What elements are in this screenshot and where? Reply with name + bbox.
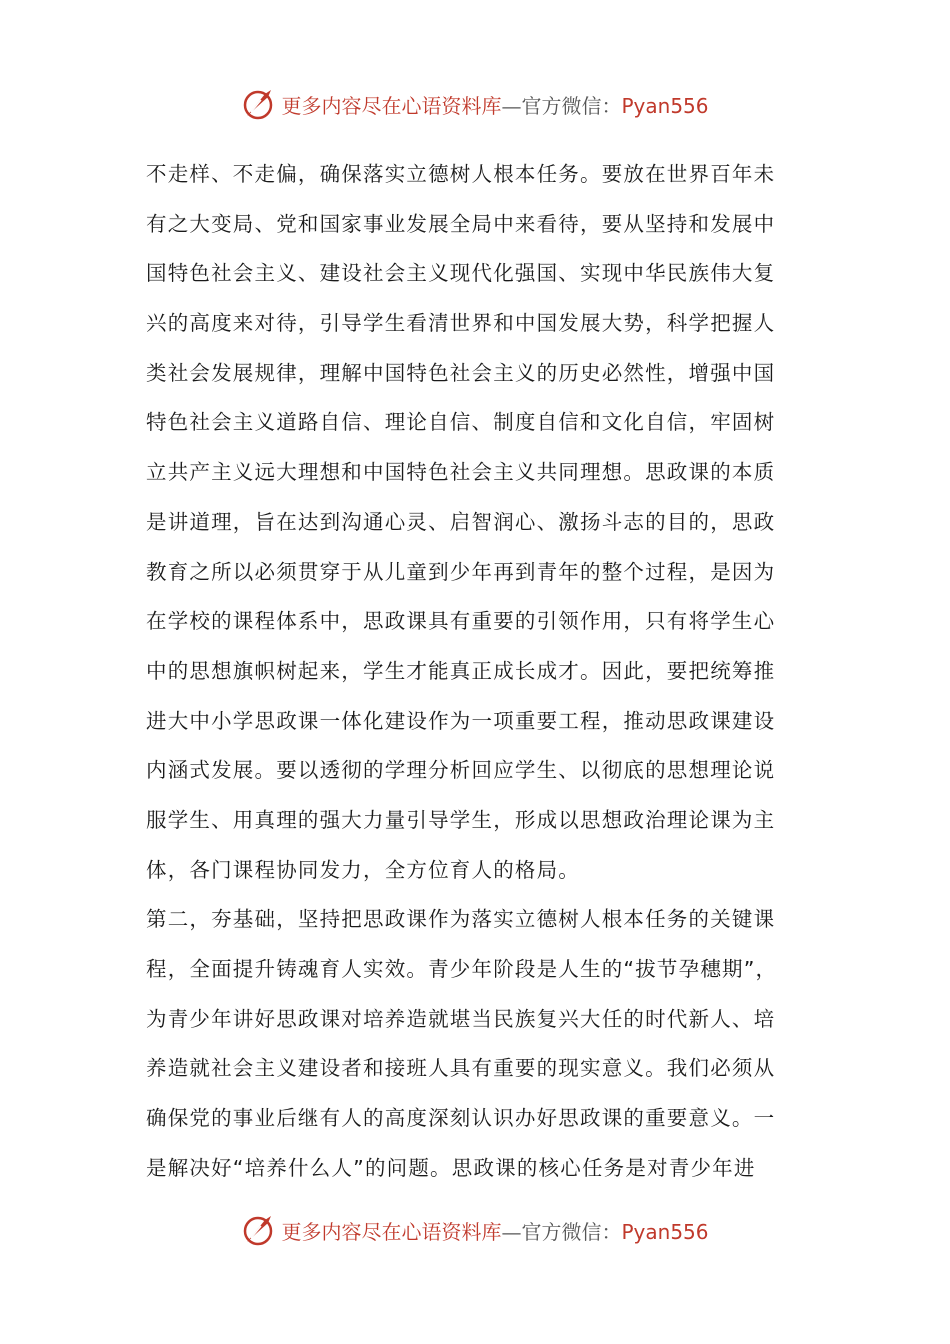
text-line: 在学校的课程体系中，思政课具有重要的引领作用，只有将学生心 bbox=[146, 609, 776, 634]
footer-banner bbox=[0, 1210, 950, 1250]
header-wechat-id: Pyan556 bbox=[621, 93, 709, 118]
header-dash: — bbox=[501, 93, 522, 118]
footer-wechat-label: 官方微信： bbox=[521, 1219, 622, 1244]
footer-text bbox=[281, 1216, 708, 1245]
quill-logo-icon bbox=[241, 1212, 277, 1248]
text-line: 内涵式发展。要以透彻的学理分析回应学生、以彻底的思想理论说 bbox=[146, 758, 776, 783]
header-wechat-label: 官方微信： bbox=[521, 93, 622, 118]
text-line: 中的思想旗帜树起来，学生才能真正成长成才。因此，要把统筹推 bbox=[146, 658, 776, 683]
text-line: 有之大变局、党和国家事业发展全局中来看待，要从坚持和发展中 bbox=[146, 211, 776, 236]
text-line: 类社会发展规律，理解中国特色社会主义的历史必然性，增强中国 bbox=[146, 360, 776, 385]
text-line: 是解决好“培养什么人”的问题。思政课的核心任务是对青少年进 bbox=[146, 1155, 756, 1180]
footer-brand: 更多内容尽在心语资料库 bbox=[281, 1219, 502, 1244]
header-banner bbox=[0, 84, 950, 124]
text-line: 国特色社会主义、建设社会主义现代化强国、实现中华民族伟大复 bbox=[146, 261, 776, 286]
quill-logo-icon bbox=[241, 86, 277, 122]
text-line: 进大中小学思政课一体化建设作为一项重要工程，推动思政课建设 bbox=[146, 708, 776, 733]
footer-wechat-id: Pyan556 bbox=[621, 1219, 709, 1244]
text-line: 特色社会主义道路自信、理论自信、制度自信和文化自信，牢固树 bbox=[146, 410, 776, 435]
text-line: 立共产主义远大理想和中国特色社会主义共同理想。思政课的本质 bbox=[146, 460, 776, 485]
text-line: 体，各门课程协同发力，全方位育人的格局。 bbox=[146, 857, 580, 882]
text-line: 为青少年讲好思政课对培养造就堪当民族复兴大任的时代新人、培 bbox=[146, 1006, 776, 1031]
footer-dash: — bbox=[501, 1219, 522, 1244]
text-line: 是讲道理，旨在达到沟通心灵、启智润心、激扬斗志的目的，思政 bbox=[146, 509, 776, 534]
article-body bbox=[146, 150, 806, 1193]
text-line: 兴的高度来对待，引导学生看清世界和中国发展大势，科学把握人 bbox=[146, 311, 776, 336]
text-line: 不走样、不走偏，确保落实立德树人根本任务。要放在世界百年未 bbox=[146, 162, 776, 186]
text-line: 程，全面提升铸魂育人实效。青少年阶段是人生的“拔节孕穗期”， bbox=[146, 957, 778, 981]
text-line: 教育之所以必须贯穿于从儿童到少年再到青年的整个过程，是因为 bbox=[146, 559, 776, 584]
text-line: 养造就社会主义建设者和接班人具有重要的现实意义。我们必须从 bbox=[146, 1056, 776, 1081]
text-line: 第二，夯基础，坚持把思政课作为落实立德树人根本任务的关键课 bbox=[146, 907, 776, 932]
text-line: 服学生、用真理的强大力量引导学生，形成以思想政治理论课为主 bbox=[146, 807, 776, 832]
text-line: 确保党的事业后继有人的高度深刻认识办好思政课的重要意义。一 bbox=[146, 1106, 776, 1131]
header-brand: 更多内容尽在心语资料库 bbox=[281, 93, 502, 118]
header-text bbox=[281, 90, 708, 119]
